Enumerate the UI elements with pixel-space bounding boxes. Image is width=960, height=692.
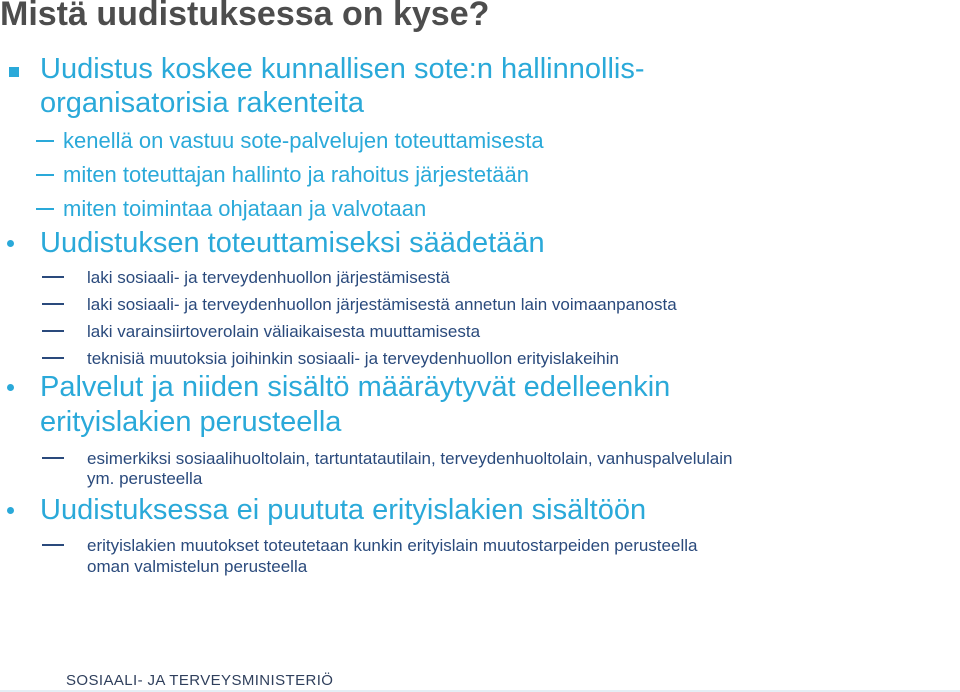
section-4-subitem-line-1: erityislakien muutokset toteutetaan kunkin erityislain muutostarpeiden perusteella bbox=[87, 536, 698, 555]
section-1-subitem-text-wrap bbox=[0, 161, 960, 189]
section-1-subitem-2: miten toteuttajan hallinto ja rahoitus järjestetään bbox=[63, 162, 529, 187]
section-3 bbox=[0, 369, 960, 441]
section-2-subitem-text-wrap bbox=[0, 348, 960, 370]
section-2-subitem-4: teknisiä muutoksia joihinkin sosiaali- ja terveydenhuollon erityislakeihin bbox=[87, 349, 619, 368]
section-3-subitem-line-2: ym. perusteella bbox=[87, 469, 203, 488]
section-2-heading bbox=[0, 226, 960, 260]
section-1-heading bbox=[0, 52, 960, 120]
section-4-heading bbox=[0, 492, 960, 528]
section-2 bbox=[0, 226, 960, 260]
section-2-subitem-1: laki sosiaali- ja terveydenhuollon järjestämisestä bbox=[87, 268, 450, 287]
section-2-subitem-2: laki sosiaali- ja terveydenhuollon järjestämisestä annetun lain voimaanpanosta bbox=[87, 295, 677, 314]
section-1-subitem-text-wrap bbox=[0, 195, 960, 223]
section-1-subitem-text-wrap bbox=[0, 127, 960, 155]
section-4-subitem-text-wrap bbox=[0, 535, 960, 579]
section-1-line-2: organisatorisia rakenteita bbox=[40, 87, 365, 119]
section-1-subitem-3: miten toimintaa ohjataan ja valvotaan bbox=[63, 196, 427, 221]
section-2-subitem bbox=[0, 294, 960, 316]
footer-ministry-name: SOSIAALI- JA TERVEYSMINISTERIÖ bbox=[66, 672, 334, 689]
section-1 bbox=[0, 52, 960, 120]
section-4-subitem-line-2: oman valmistelun perusteella bbox=[87, 557, 308, 576]
section-3-heading bbox=[0, 369, 960, 441]
section-2-subitem bbox=[0, 267, 960, 289]
section-1-subitem bbox=[0, 127, 960, 155]
section-1-subitem bbox=[0, 161, 960, 189]
section-3-line-1: Palvelut ja niiden sisältö määräytyvät edelleenkin bbox=[40, 371, 671, 403]
section-4-subitem bbox=[0, 535, 960, 579]
section-2-line-1: Uudistuksen toteuttamiseksi säädetään bbox=[40, 227, 545, 259]
section-2-subitem-3: laki varainsiirtoverolain väliaikaisesta muuttamisesta bbox=[87, 322, 481, 341]
section-3-subitem bbox=[0, 448, 960, 492]
section-1-subitem bbox=[0, 195, 960, 223]
section-2-subitem-text-wrap bbox=[0, 294, 960, 316]
section-4-line-1: Uudistuksessa ei puututa erityislakien sisältöön bbox=[40, 494, 647, 526]
section-3-subitem-text-wrap bbox=[0, 448, 960, 492]
section-2-subitem-text-wrap bbox=[0, 267, 960, 289]
section-1-line-1: Uudistus koskee kunnallisen sote:n hallinnollis- bbox=[40, 53, 645, 85]
section-4 bbox=[0, 492, 960, 528]
section-3-subitem-line-1: esimerkiksi sosiaalihuoltolain, tartuntatautilain, terveydenhuoltolain, vanhuspalvelulain bbox=[87, 449, 733, 468]
section-1-subitem-1: kenellä on vastuu sote-palvelujen toteuttamisesta bbox=[63, 128, 544, 153]
section-2-subitem bbox=[0, 321, 960, 343]
section-2-subitem-text-wrap bbox=[0, 321, 960, 343]
slide-title: Mistä uudistuksessa on kyse? bbox=[0, 0, 490, 33]
section-3-line-2: erityislakien perusteella bbox=[40, 406, 342, 438]
section-2-subitem bbox=[0, 348, 960, 370]
